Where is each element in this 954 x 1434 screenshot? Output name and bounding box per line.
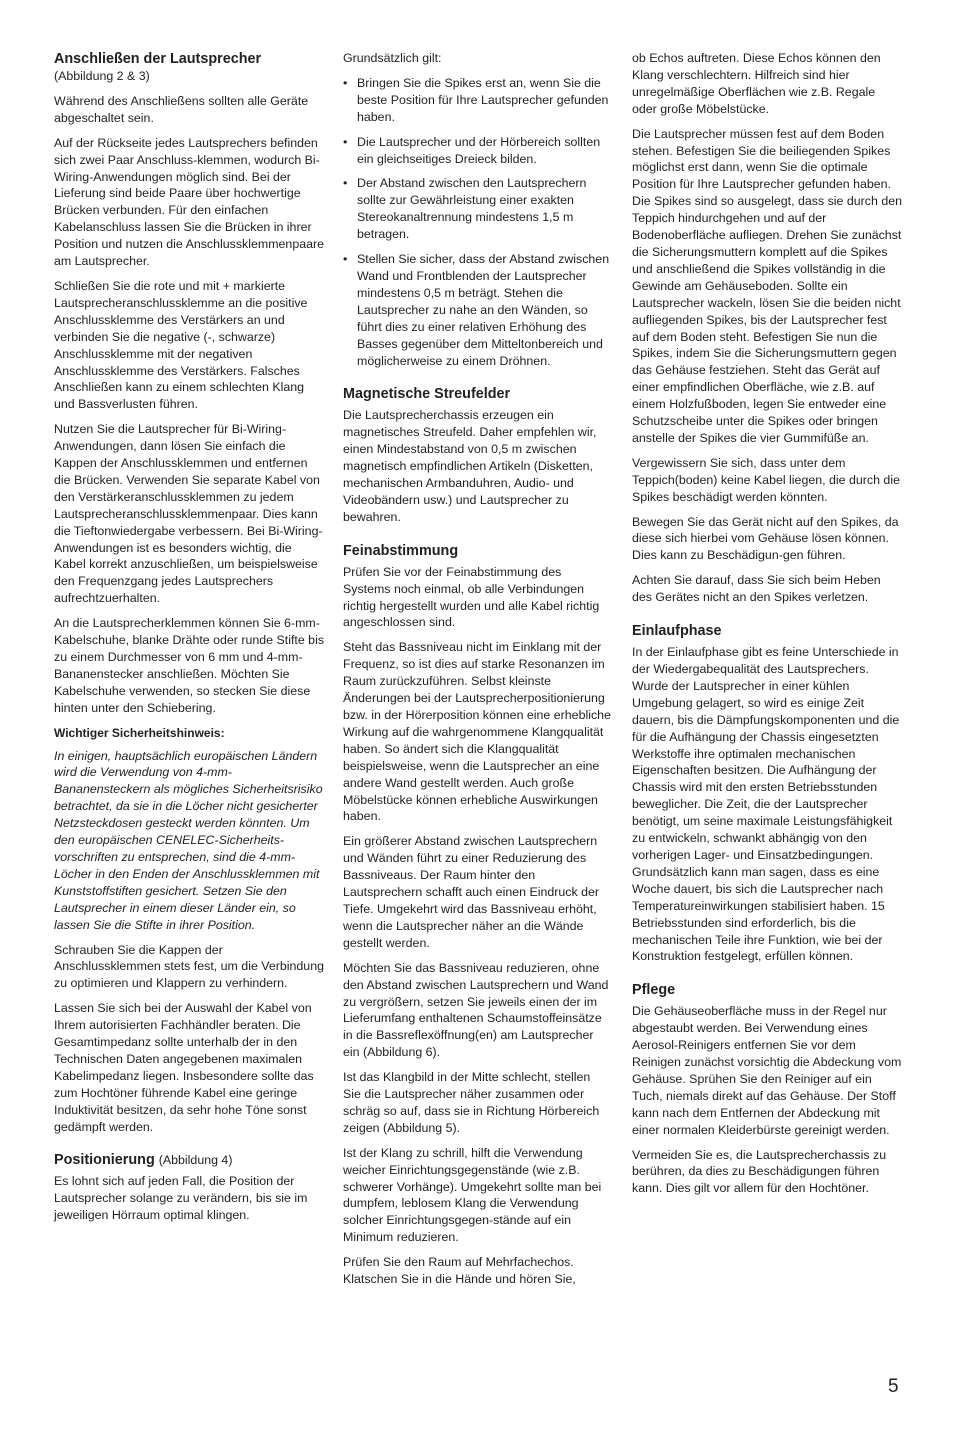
column-right — [632, 50, 902, 1205]
paragraph: Schrauben Sie die Kappen der Anschlussklemmen stets fest, um die Verbindung zu optimieren und Klappern zu verhindern. — [54, 942, 324, 991]
paragraph: Lassen Sie sich bei der Auswahl der Kabel von Ihrem autorisierten Fachhändler beraten. Die Gesamtimpedanz sollte unterhalb der in den Technischen Daten angegebenen maximalen Kabelimpedanz liegen. Insbesondere sollte das zum Hochtöner führende Kabel eine geringe Induktivität besitzen, da sehr hohe Töne sonst gedämpft werden. — [54, 1001, 314, 1134]
list-item: • Bringen Sie die Spikes erst an, wenn Sie die beste Position für Ihre Lautsprecher gefunden haben. — [343, 75, 611, 126]
list-item: • Stellen Sie sicher, dass der Abstand zwischen Wand und Frontblenden der Lautsprecher mindestens 0,5 m beträgt. Stehen die Lautsprecher zu nahe an den Wänden, so führt dies zu einer relativen Erhöhung des Basses gegenüber dem Mitteltonbereich und möglicherweise zu einem Dröhnen. — [343, 251, 611, 369]
figure-reference: (Abbildung 4) — [158, 1153, 233, 1168]
paragraph: ob Echos auftreten. Diese Echos können den Klang verschlechtern. Hilfreich sind hier unregelmäßige Oberflächen wie z.B. Regale oder große Möbelstücke. — [632, 51, 881, 116]
paragraph: Prüfen Sie den Raum auf Mehrfachechos. Klatschen Sie in die Hände und hören Sie, — [343, 1255, 576, 1287]
paragraph: Die Lautsprecherchassis erzeugen ein magnetisches Streufeld. Daher empfehlen wir, einen Mindestabstand von 0,5 m zwischen magnetisch empfindlichen Artikeln (Disketten, mechanischen Armbanduhren, Audio- und Videobändern usw.) und Lautsprecher zu bewahren. — [343, 408, 597, 524]
paragraph: Bewegen Sie das Gerät nicht auf den Spikes, da diese sich hierbei vom Gehäuse lösen können. Dies kann zu Beschädigun-gen führen. — [632, 514, 899, 563]
heading-text: Positionierung — [54, 1152, 155, 1169]
paragraph: Steht das Bassniveau nicht im Einklang mit der Frequenz, so ist dies auf starke Resonanzen im Raum zurückzuführen. Selbst kleinste Änderungen bei der Lautsprecherpositionierung bzw. in der Hörerposition können eine erhebliche Wirkung auf die wahrgenommene Klangqualität haben. So ändert sich die Klangqualität beispielsweise, wenn die Lautsprecher an eine andere Wand gestellt werden. Auch große Möbelstücke können erhebliche Auswirkungen haben. — [343, 640, 611, 824]
paragraph: Während des Anschließens sollten alle Geräte abgeschaltet sein. — [54, 93, 309, 125]
column-left — [54, 50, 326, 1232]
page-number: 5 — [888, 1376, 899, 1397]
section-heading-magnetic: Magnetische Streufelder — [343, 386, 511, 403]
list-item: • Der Abstand zwischen den Lautsprechern sollte zur Gewährleistung einer exakten Stereokanaltrennung mindestens 1,5 m betragen. — [343, 175, 611, 243]
paragraph: Grundsätzlich gilt: — [343, 51, 442, 65]
paragraph: Ist der Klang zu schrill, hilft die Verwendung weicher Einrichtungsgegenstände (wie z.B. schwerer Vorhänge). Umgekehrt sollte man bei dumpfem, leblosem Klang die Verwendung solcher Einrichtungsgegen-stände auf ein Minimum reduzieren. — [343, 1145, 602, 1245]
paragraph: Prüfen Sie vor der Feinabstimmung des Systems noch einmal, ob alle Verbindungen richtig hergestellt wurden und alle Kabel richtig angeschlossen sind. — [343, 564, 600, 630]
column-middle — [343, 50, 611, 1296]
section-heading-finetuning: Feinabstimmung — [343, 542, 459, 559]
paragraph: Möchten Sie das Bassniveau reduzieren, ohne den Abstand zwischen Lautsprechern und Wand zu vergrößern, setzen Sie jeweils einen der im Lieferumfang enthaltenen Schaumstoffeinsätze in die Bassreflexöffnung(en) am Lautsprecher ein (Abbildung 6). — [343, 960, 609, 1060]
section-heading-positioning — [54, 1151, 326, 1169]
paragraph: Es lohnt sich auf jeden Fall, die Position der Lautsprecher solange zu verändern, bis sie im jeweiligen Hörraum optimal klingen. — [54, 1174, 308, 1223]
figure-reference: (Abbildung 2 & 3) — [54, 69, 150, 83]
paragraph: In der Einlaufphase gibt es feine Unterschiede in der Wiedergabequalität des Lautsprechers. Wurde der Lautsprecher in einer kühlen Umgebung gelagert, so wird es einige Zeit dauern, bis die Dämpfungskomponenten und die für die Aufhängung der Chassis eingesetzten Werkstoffe ihre optimalen mechanischen Eigenschaften besitzen. Die Aufhängung der Chassis wird mit den ersten Betriebsstunden beweglicher. Die Zeit, die der Lautsprecher benötigt, um seine maximale Leistungsfähigkeit zu entwickeln, schwankt abhängig von den vorherigen Lager- und Einsatzbedingungen. Grundsätzlich kann man sagen, dass es eine Woche dauert, bis sich die Lautsprecher nach Temperatureinwirkungen stabilisiert haben. 15 Betriebsstunden sind erforderlich, bis die mechanischen Teile ihre Funktion, wie bei der Konstruktion festgelegt, erfüllen können. — [632, 645, 900, 964]
list-item: • Die Lautsprecher und der Hörbereich sollten ein gleichseitiges Dreieck bilden. — [343, 134, 611, 168]
paragraph: Achten Sie darauf, dass Sie sich beim Heben des Gerätes nicht an den Spikes verletzen. — [632, 573, 881, 605]
paragraph: Vermeiden Sie es, die Lautsprecherchassis zu berühren, da dies zu Beschädigungen führen kann. Dies gilt vor allem für den Hochtöner. — [632, 1147, 887, 1196]
safety-note-title: Wichtiger Sicherheitshinweis: — [54, 725, 225, 740]
paragraph: Nutzen Sie die Lautsprecher für Bi-Wiring-Anwendungen, dann lösen Sie einfach die Kappen der Anschlussklemmen und entfernen die Brücken. Verwenden Sie separate Kabel von den Verstärkeranschlussklemmen zu jedem Lautsprecheranschlussklemmenpaar. Dies kann die Tieftonwiedergabe verbessern. Bei Bi-Wiring-Anwendungen ist es besonders wichtig, die Kabel korrekt anzuschließen, um beispielsweise den Frequenzgang jedes Lautsprechers aufrechtzuerhalten. — [54, 422, 323, 606]
bullet-list — [343, 75, 611, 370]
paragraph: Die Lautsprecher müssen fest auf dem Boden stehen. Befestigen Sie die beiliegenden Spikes möglichst erst dann, wenn Sie die optimale Position für Ihre Lautsprecher gefunden haben. Die Spikes sind so ausgelegt, dass sie durch den Teppich hindurchgehen und auf der Bodenoberfläche aufliegen. Drehen Sie zunächst die Sicherungsmuttern komplett auf die Spikes und anschließend die Spikes vollständig in die Gewinde am Gehäuseboden. Sollte ein Lautsprecher wackeln, lösen Sie die beiden nicht aufliegenden Spikes, bis der Lautsprecher fest auf dem Boden steht. Befestigen Sie nun die Spikes, indem Sie die Sicherungsmuttern gegen das Gehäuse festziehen. Steht das Gerät auf einer empfindlichen Oberfläche, wie z.B. auf einem Holzfußboden, legen Sie entweder eine Schutzscheibe unter die Spikes oder bringen anstelle der Spikes die vier Gummifüße an. — [632, 126, 902, 445]
paragraph: An die Lautsprecherklemmen können Sie 6-mm-Kabelschuhe, blanke Drähte oder runde Stifte bis zu einem Durchmesser von 6 mm und 4-mm-Bananenstecker anschließen. Möchten Sie Kabelschuhe verwenden, so stecken Sie diese hinten unter den Schiebering. — [54, 616, 325, 715]
paragraph: Ist das Klangbild in der Mitte schlecht, stellen Sie die Lautsprecher näher zusammen oder schräg so auf, dass sie in Richtung Hörbereich zeigen (Abbildung 5). — [343, 1070, 600, 1135]
paragraph: Schließen Sie die rote und mit + markierte Lautsprecheranschlussklemme an die positive Anschlussklemme des Verstärkers an und verbinden Sie die negative (-, schwarze) Anschlussklemme mit der negativen Anschlussklemme des Verstärkers. Falsches Anschließen kann zu einem schlechten Klang und Bassverlusten führen. — [54, 278, 308, 412]
section-heading-care: Pflege — [632, 982, 676, 999]
paragraph: Die Gehäuseoberfläche muss in der Regel nur abgestaubt werden. Bei Verwendung eines Aerosol-Reinigers entfernen Sie vor dem Reinigen zunächst vorsichtig die Abdeckung vom Gehäuse. Sprühen Sie den Reiniger auf ein Tuch, niemals direkt auf das Gehäuse. Der Stoff kann nach dem Entfernen der Abdeckung mit einer normalen Kleiderbürste gereinigt werden. — [632, 1004, 902, 1137]
safety-note-text: In einigen, hauptsächlich europäischen Ländern wird die Verwendung von 4-mm-Bananensteckern als mögliches Sicherheitsrisiko betrachtet, da sie in die Löcher nicht gesicherter Netzsteckdosen gesteckt werden könnten. Um den europäischen CENELEC-Sicherheits-vorschriften zu entsprechen, sind die 4-mm-Löcher in den Enden der Anschlussklemmen mit Kunststoffstiften gesichert. Setzen Sie den Lautsprecher in einem dieser Länder ein, so lassen Sie die Stifte in ihrer Position. — [54, 748, 323, 932]
paragraph: Vergewissern Sie sich, dass unter dem Teppich(boden) keine Kabel liegen, die durch die Spikes beschädigt werden könnten. — [632, 455, 900, 504]
paragraph: Auf der Rückseite jedes Lautsprechers befinden sich zwei Paar Anschluss-klemmen, wodurch Bi-Wiring-Anwendungen möglich sind. Bei der Lieferung sind beide Paare über hochwertige Brücken verbunden. Für den einfachen Kabelanschluss lassen Sie die Brücken in ihrer Position und nutzen die Anschlussklemmenpaare am Lautsprecher. — [54, 135, 325, 269]
section-heading-break-in: Einlaufphase — [632, 623, 722, 640]
paragraph: Ein größerer Abstand zwischen Lautsprechern und Wänden führt zu einer Reduzierung des Bassniveaus. Der Raum hinter den Lautsprechern schafft auch einen Eindruck der Tiefe. Umgekehrt wird das Bassniveau erhöht, wenn die Lautsprecher näher an die Wände gestellt werden. — [343, 834, 600, 950]
section-heading-connecting: Anschließen der Lautsprecher — [54, 51, 262, 67]
